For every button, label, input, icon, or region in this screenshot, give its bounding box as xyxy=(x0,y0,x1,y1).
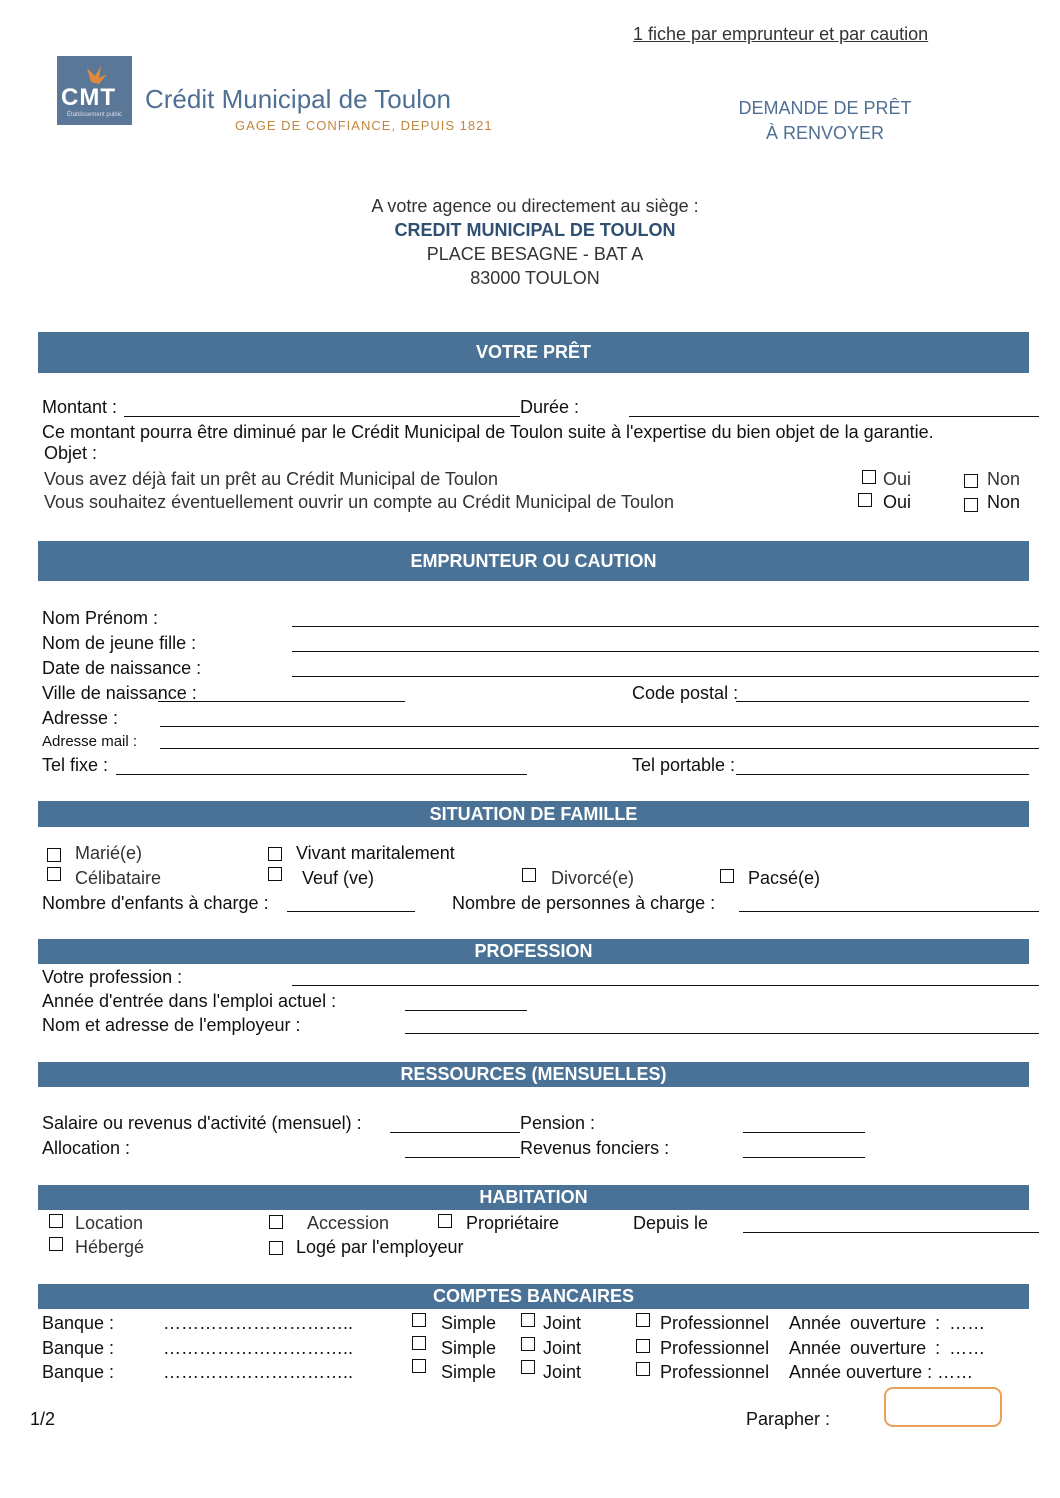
date-naissance-field[interactable] xyxy=(292,676,1039,677)
objet-label: Objet : xyxy=(44,443,98,463)
banque-label: Banque : xyxy=(42,1313,115,1333)
allocation-field[interactable] xyxy=(405,1157,520,1158)
depuis-field[interactable] xyxy=(743,1232,1039,1233)
simple-label: Simple xyxy=(441,1338,497,1358)
section-habitation: HABITATION xyxy=(38,1185,1029,1210)
code-postal-label: Code postal : xyxy=(632,683,739,703)
duree-label: Durée : xyxy=(520,397,580,417)
logo-mark-box xyxy=(57,56,132,125)
pension-field[interactable] xyxy=(743,1132,865,1133)
tel-fixe-label: Tel fixe : xyxy=(42,755,109,775)
montant-field[interactable] xyxy=(124,416,520,417)
divorce-label: Divorcé(e) xyxy=(551,868,635,888)
logo-mark-text: CMT xyxy=(61,84,116,111)
marie-checkbox[interactable] xyxy=(47,848,61,862)
annee-ouverture: Année ouverture : …… xyxy=(789,1313,986,1333)
employeur-label: Nom et adresse de l'employeur : xyxy=(42,1015,301,1035)
ouvrir-compte-non-label: Non xyxy=(987,492,1021,512)
logo xyxy=(57,56,527,140)
simple-checkbox[interactable] xyxy=(412,1336,426,1350)
depuis-label: Depuis le xyxy=(633,1213,709,1233)
parapher-box[interactable] xyxy=(884,1387,1002,1427)
vivant-checkbox[interactable] xyxy=(268,847,282,861)
adresse-label: Adresse : xyxy=(42,708,119,728)
section-ressources: RESSOURCES (MENSUELLES) xyxy=(38,1062,1029,1087)
celibataire-checkbox[interactable] xyxy=(47,867,61,881)
professionnel-label: Professionnel xyxy=(660,1362,770,1382)
marie-label: Marié(e) xyxy=(75,843,143,863)
annee-ouverture: Année ouverture : …… xyxy=(789,1338,986,1358)
veuf-checkbox[interactable] xyxy=(268,867,282,881)
deja-pret-oui-label: Oui xyxy=(883,469,912,489)
fonciers-label: Revenus fonciers : xyxy=(520,1138,670,1158)
tel-fixe-field[interactable] xyxy=(116,774,527,775)
parapher-label: Parapher : xyxy=(746,1409,831,1429)
ouvrir-compte-non-checkbox[interactable] xyxy=(964,498,978,512)
montant-note: Ce montant pourra être diminué par le Crédit Municipal de Toulon suite à l'expertise du bien objet de la garantie. xyxy=(42,422,934,442)
ouvrir-compte-oui-label: Oui xyxy=(883,492,912,512)
address-org: CREDIT MUNICIPAL DE TOULON xyxy=(394,220,676,240)
tel-portable-field[interactable] xyxy=(736,774,1029,775)
proprietaire-label: Propriétaire xyxy=(466,1213,560,1233)
banque-dots[interactable]: ………………………….. xyxy=(163,1338,354,1358)
profession-label: Votre profession : xyxy=(42,967,183,987)
form-title xyxy=(720,96,930,146)
section-famille: SITUATION DE FAMILLE xyxy=(38,801,1029,827)
page-number: 1/2 xyxy=(30,1409,56,1429)
fonciers-field[interactable] xyxy=(743,1157,865,1158)
simple-checkbox[interactable] xyxy=(412,1359,426,1373)
adresse-field[interactable] xyxy=(160,726,1039,727)
banque-label: Banque : xyxy=(42,1338,115,1358)
montant-label: Montant : xyxy=(42,397,118,417)
professionnel-checkbox[interactable] xyxy=(636,1313,650,1327)
jeune-fille-field[interactable] xyxy=(292,651,1039,652)
section-profession: PROFESSION xyxy=(38,939,1029,964)
vivant-label: Vivant maritalement xyxy=(296,843,455,863)
joint-checkbox[interactable] xyxy=(521,1360,535,1374)
address-street: PLACE BESAGNE - BAT A xyxy=(426,244,644,264)
pacse-checkbox[interactable] xyxy=(720,869,734,883)
salaire-field[interactable] xyxy=(390,1132,520,1133)
deja-pret-non-checkbox[interactable] xyxy=(964,474,978,488)
ville-naissance-label: Ville de naissance : xyxy=(42,683,197,703)
pension-label: Pension : xyxy=(520,1113,596,1133)
personnes-label: Nombre de personnes à charge : xyxy=(452,893,716,913)
salaire-label: Salaire ou revenus d'activité (mensuel) : xyxy=(42,1113,362,1133)
joint-label: Joint xyxy=(543,1362,582,1382)
banque-dots[interactable]: ………………………….. xyxy=(163,1313,354,1333)
tel-portable-label: Tel portable : xyxy=(632,755,736,775)
accession-checkbox[interactable] xyxy=(269,1215,283,1229)
annee-emploi-label: Année d'entrée dans l'emploi actuel : xyxy=(42,991,337,1011)
deja-pret-non-label: Non xyxy=(987,469,1021,489)
address-block xyxy=(335,194,735,290)
form-title-line1: DEMANDE DE PRÊT xyxy=(738,98,912,118)
location-label: Location xyxy=(75,1213,144,1233)
logo-mark-small: Établissement public xyxy=(67,112,123,118)
simple-label: Simple xyxy=(441,1313,497,1333)
professionnel-label: Professionnel xyxy=(660,1313,770,1333)
section-comptes: COMPTES BANCAIRES xyxy=(38,1284,1029,1309)
heberge-checkbox[interactable] xyxy=(49,1237,63,1251)
professionnel-label: Professionnel xyxy=(660,1338,770,1358)
adresse-mail-field[interactable] xyxy=(160,748,1039,749)
joint-checkbox[interactable] xyxy=(521,1337,535,1351)
form-title-line2: À RENVOYER xyxy=(765,123,885,143)
professionnel-checkbox[interactable] xyxy=(636,1339,650,1353)
accession-label: Accession xyxy=(307,1213,390,1233)
loge-employeur-label: Logé par l'employeur xyxy=(296,1237,464,1257)
ville-naissance-field[interactable] xyxy=(158,701,405,702)
duree-field[interactable] xyxy=(629,416,1039,417)
joint-checkbox[interactable] xyxy=(521,1313,535,1327)
banque-dots[interactable]: ………………………….. xyxy=(163,1362,354,1382)
nom-prenom-field[interactable] xyxy=(292,626,1039,627)
banque-label: Banque : xyxy=(42,1362,115,1382)
joint-label: Joint xyxy=(543,1313,582,1333)
enfants-field[interactable] xyxy=(287,911,415,912)
logo-tagline: GAGE DE CONFIANCE, DEPUIS 1821 xyxy=(235,118,493,133)
code-postal-field[interactable] xyxy=(736,701,1029,702)
allocation-label: Allocation : xyxy=(42,1138,131,1158)
professionnel-checkbox[interactable] xyxy=(636,1362,650,1376)
annee-emploi-field[interactable] xyxy=(405,1010,527,1011)
nom-prenom-label: Nom Prénom : xyxy=(42,608,159,628)
deja-pret-oui-checkbox[interactable] xyxy=(862,470,876,484)
pacse-label: Pacsé(e) xyxy=(748,868,821,888)
q-ouvrir-compte: Vous souhaitez éventuellement ouvrir un compte au Crédit Municipal de Toulon xyxy=(44,492,675,512)
heberge-label: Hébergé xyxy=(75,1237,145,1257)
ouvrir-compte-oui-checkbox[interactable] xyxy=(858,493,872,507)
section-emprunteur: EMPRUNTEUR OU CAUTION xyxy=(38,541,1029,581)
logo-name: Crédit Municipal de Toulon xyxy=(145,84,451,114)
profession-field[interactable] xyxy=(292,985,1039,986)
date-naissance-label: Date de naissance : xyxy=(42,658,202,678)
jeune-fille-label: Nom de jeune fille : xyxy=(42,633,197,653)
celibataire-label: Célibataire xyxy=(75,868,162,888)
address-city: 83000 TOULON xyxy=(470,268,600,288)
location-checkbox[interactable] xyxy=(49,1214,63,1228)
personnes-field[interactable] xyxy=(739,911,1039,912)
top-note: 1 fiche par emprunteur et par caution xyxy=(633,24,929,44)
proprietaire-checkbox[interactable] xyxy=(438,1214,452,1228)
adresse-mail-label: Adresse mail : xyxy=(42,733,138,750)
section-votre-pret: VOTRE PRÊT xyxy=(38,332,1029,373)
q-deja-pret: Vous avez déjà fait un prêt au Crédit Municipal de Toulon xyxy=(44,469,498,489)
joint-label: Joint xyxy=(543,1338,582,1358)
annee-ouverture: Année ouverture : …… xyxy=(789,1362,974,1382)
address-intro: A votre agence ou directement au siège : xyxy=(371,196,699,216)
simple-label: Simple xyxy=(441,1362,497,1382)
divorce-checkbox[interactable] xyxy=(522,868,536,882)
employeur-field[interactable] xyxy=(405,1033,1039,1034)
veuf-label: Veuf (ve) xyxy=(302,868,375,888)
loge-employeur-checkbox[interactable] xyxy=(269,1241,283,1255)
simple-checkbox[interactable] xyxy=(412,1313,426,1327)
enfants-label: Nombre d'enfants à charge : xyxy=(42,893,269,913)
